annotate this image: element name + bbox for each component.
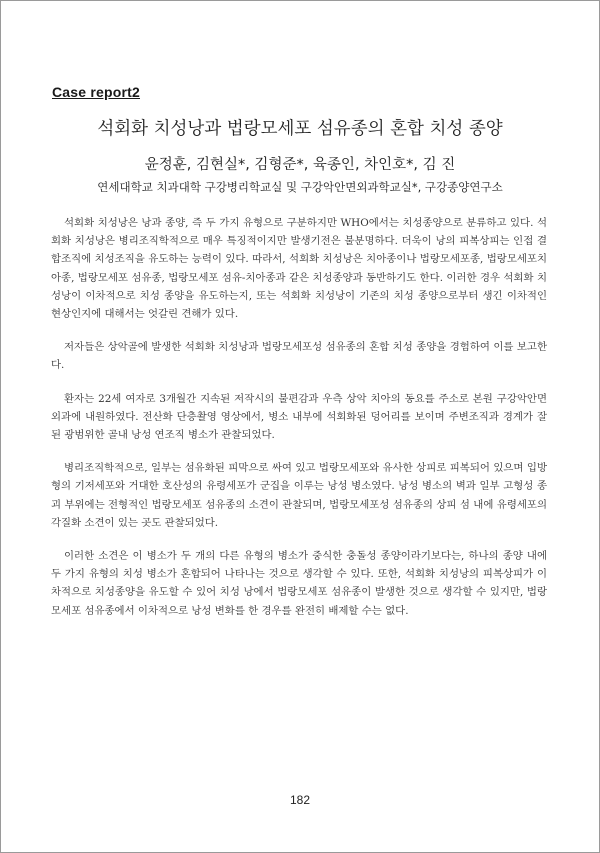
body-paragraph: 이러한 소견은 이 병소가 두 개의 다른 유형의 병소가 중식한 충돌성 종양이라기보다는, 하나의 종양 내에 두 가지 유형의 치성 병소가 혼합되어 나타나는 것으로 생각할 수 있다. 또한, 석회화 치성낭의 피복상피가 이차적으로 치성종양을 유도할 수 있어 치성 낭에서 법랑모세포 섬유종이 발생한 것으로 생각할 수 있지만, 법랑모세포 섬유종에서 이차적으로 낭성 변화를 한 경우를 완전히 배제할 수는 없다. [51, 550, 547, 617]
article-body [51, 214, 547, 635]
article-title: 석회화 치성낭과 법랑모세포 섬유종의 혼합 치성 종양 [97, 119, 503, 139]
body-paragraph: 저자들은 상악골에 발생한 석회화 치성낭과 법랑모세포성 섬유종의 혼합 치성 종양을 경험하여 이를 보고한다. [51, 341, 547, 372]
body-paragraph: 병리조직학적으로, 일부는 섬유화된 피막으로 싸여 있고 법랑모세포와 유사한 상피로 피복되어 있으며 입방형의 기저세포와 거대한 호산성의 유령세포가 군집을 이루는 낭성 병소였다. 낭성 병소의 벽과 일부 고형성 종괴 부위에는 전형적인 법랑모세포 섬유종의 소견이 관찰되며, 법랑모세포성 섬유종의 상피 섬 내에 유령세포의 각질화 소견이 있는 곳도 관찰되었다. [51, 462, 547, 529]
body-paragraph: 석회화 치성낭은 낭과 종양, 즉 두 가지 유형으로 구분하지만 WHO에서는 치성종양으로 분류하고 있다. 석회화 치성낭은 병리조직학적으로 매우 특징적이지만 발생기전은 불분명하다. 더욱이 낭의 피복상피는 인접 결합조직에 치성조직을 유도하는 능력이 있다. 따라서, 석회화 치성낭은 치아종이나 법랑모세포종, 법랑모세포치아종, 법랑모세포 섬유종, 법랑모세포 섬유-치아종과 같은 치성종양과 동반하기도 한다. 이러한 경우 석회화 치성낭이 이차적으로 치성 종양을 유도하는지, 또는 석회화 치성낭이 기존의 치성 종양으로부터 생긴 이차적인 현상인지에 대해서는 엇갈린 견해가 있다. [51, 217, 547, 321]
page-number: 182 [289, 793, 311, 807]
article-authors: 윤정훈, 김현실*, 김형준*, 육종인, 차인호*, 김 진 [144, 157, 456, 173]
article-affiliation: 연세대학교 치과대학 구강병리학교실 및 구강악안면외과학교실*, 구강종양연구소 [97, 180, 503, 194]
body-paragraph: 환자는 22세 여자로 3개월간 지속된 저작시의 불편감과 우측 상악 치아의 동요를 주소로 본원 구강악안면외과에 내원하였다. 전산화 단층촬영 영상에서, 병소 내부에 석회화된 덩어리를 보이며 주변조직과 경계가 잘 된 광범위한 골내 낭성 연조직 병소가 관찰되었다. [51, 392, 547, 442]
section-tag: Case report2 [52, 84, 140, 100]
